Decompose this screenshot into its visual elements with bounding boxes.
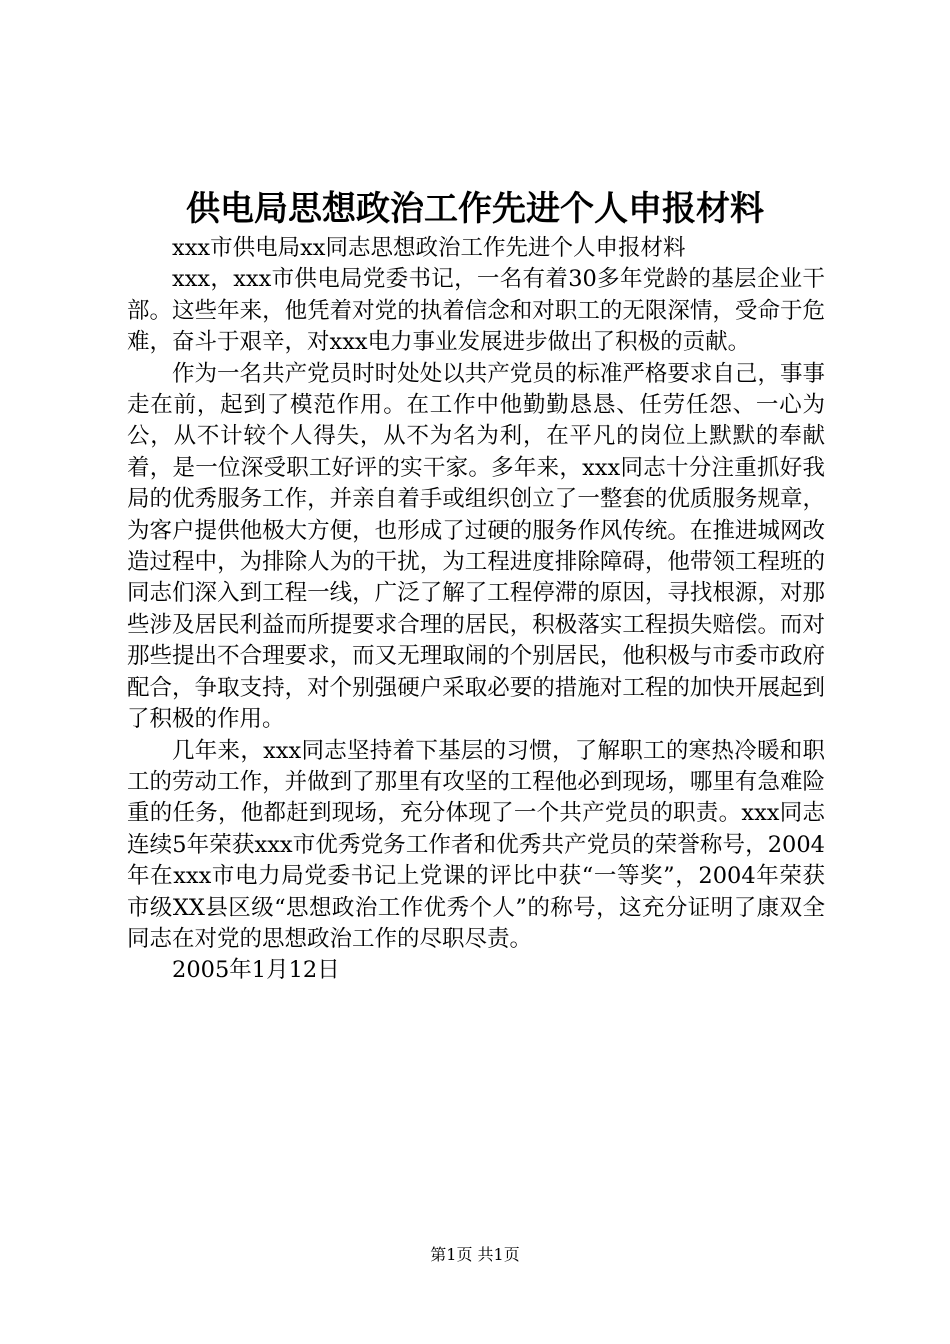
document-body [127, 233, 825, 987]
document-date: 2005年1月12日 [172, 957, 340, 984]
document-subtitle: xxx市供电局xx同志思想政治工作先进个人申报材料 [172, 235, 686, 261]
page-footer: 第1页 共1页 [430, 1245, 520, 1264]
body-paragraph: 几年来，xxx同志坚持着下基层的习惯，了解职工的寒热冷暖和职工的劳动工作，并做到了那里有攻坚的工程他必到现场，哪里有急难险重的任务，他都赶到现场，充分体现了一个共产党员的职责。xxx同志连续5年荣获xxx市优秀党务工作者和优秀共产党员的荣誉称号，2004年在xxx市电力局党委书记上党课的评比中获“一等奖”，2004年荣获市级XX县区级“思想政治工作优秀个人”的称号，这充分证明了康双全同志在对党的思想政治工作的尽职尽责。 [127, 737, 825, 952]
document-title: 供电局思想政治工作先进个人申报材料 [186, 189, 764, 229]
body-paragraph: xxx，xxx市供电局党委书记，一名有着30多年党龄的基层企业干部。这些年来，他凭着对党的执着信念和对职工的无限深情，受命于危难，奋斗于艰辛，对xxx电力事业发展进步做出了积极的贡献。 [127, 266, 825, 356]
body-paragraph: 作为一名共产党员时时处处以共产党员的标准严格要求自己，事事走在前，起到了模范作用。在工作中他勤勤恳恳、任劳任怨、一心为公，从不计较个人得失，从不为名为利，在平凡的岗位上默默的奉献着，是一位深受职工好评的实干家。多年来，xxx同志十分注重抓好我局的优秀服务工作，并亲自着手或组织创立了一整套的优质服务规章，为客户提供他极大方便，也形成了过硬的服务作风传统。在推进城网改造过程中，为排除人为的干扰，为工程进度排除障碍，他带领工程班的同志们深入到工程一线，广泛了解了工程停滞的原因，寻找根源，对那些涉及居民利益而所提要求合理的居民，积极落实工程损失赔偿。而对那些提出不合理要求，而又无理取闹的个别居民，他积极与市委市政府配合，争取支持，对个别强硬户采取必要的措施对工程的加快开展起到了积极的作用。 [127, 360, 825, 733]
